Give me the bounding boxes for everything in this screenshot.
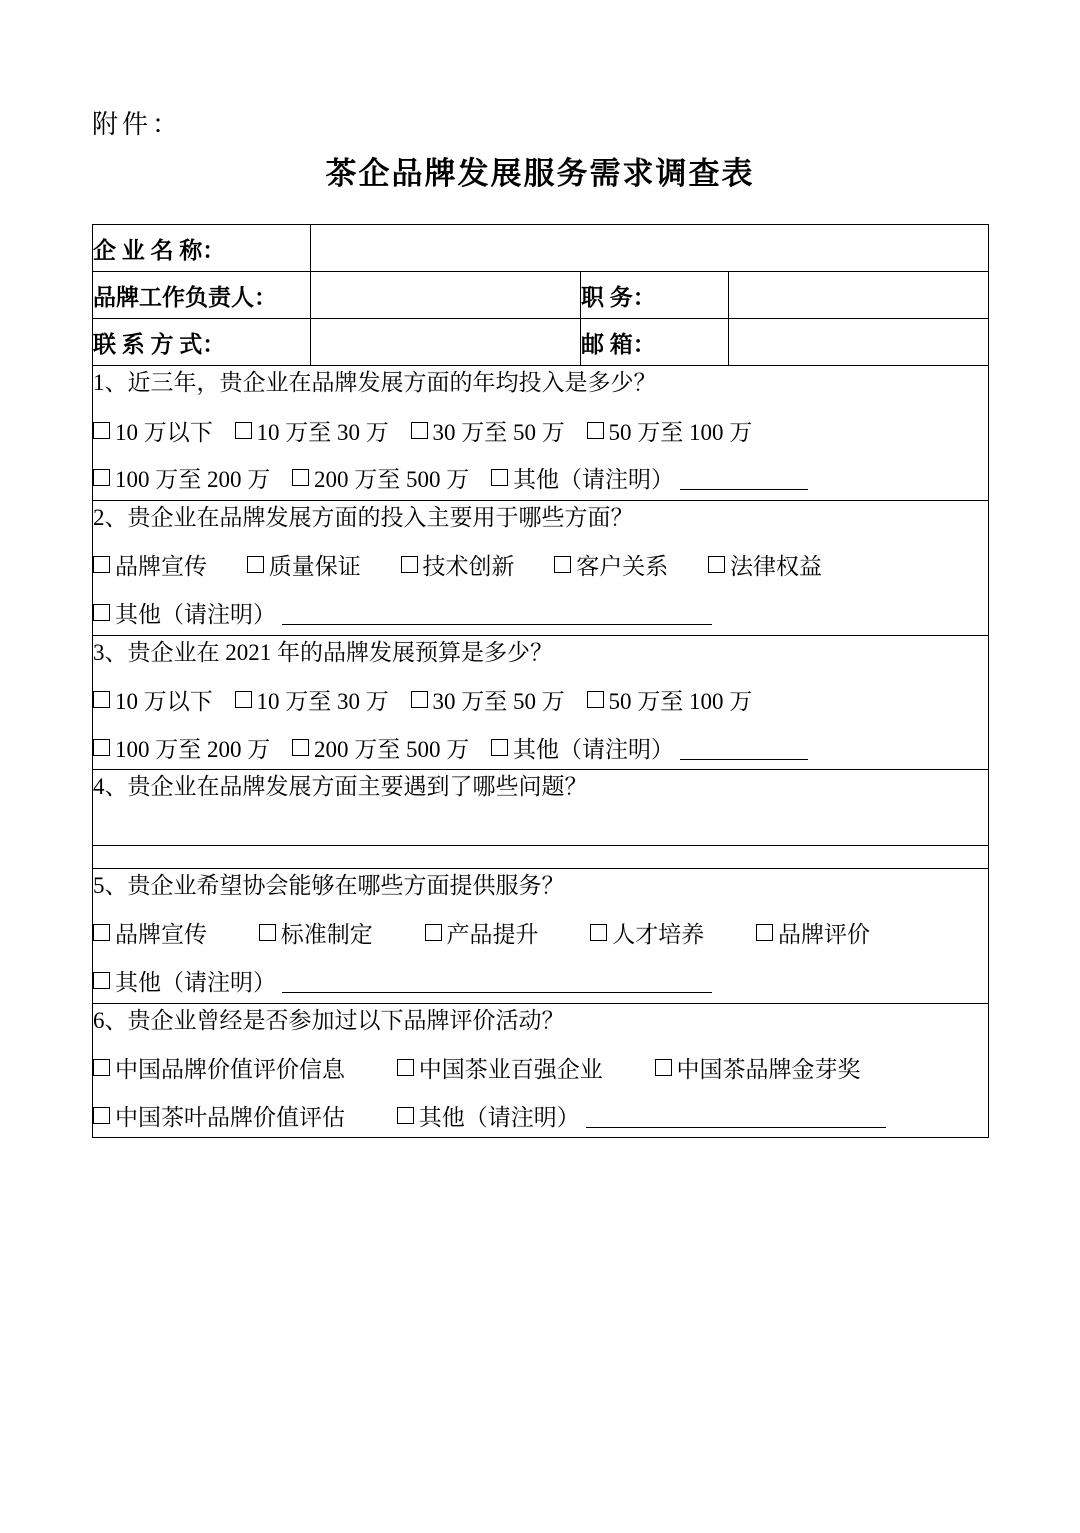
option-checkbox-other[interactable] (491, 462, 808, 498)
option-label: 其他（请注明） (513, 736, 674, 762)
option-checkbox[interactable] (93, 462, 270, 498)
question-4-text: 4、贵企业在品牌发展方面主要遇到了哪些问题？ (93, 774, 588, 800)
checkbox-icon[interactable] (93, 1059, 110, 1076)
option-label: 10 万以下 (115, 689, 213, 715)
option-label: 中国品牌价值评价信息 (115, 1057, 345, 1083)
checkbox-icon[interactable] (590, 924, 607, 941)
checkbox-icon[interactable] (235, 691, 252, 708)
checkbox-icon[interactable] (235, 422, 252, 439)
checkbox-icon[interactable] (259, 924, 276, 941)
option-label: 50 万至 100 万 (608, 419, 753, 445)
email-input[interactable] (729, 319, 989, 366)
table-row-manager (93, 272, 989, 319)
table-row-contact (93, 319, 989, 366)
checkbox-icon[interactable] (491, 469, 508, 486)
question-1-cell (93, 366, 989, 501)
option-checkbox-other[interactable] (491, 732, 808, 768)
question-4-answer-space (93, 846, 988, 868)
question-5-options-row-2 (93, 965, 988, 1001)
option-checkbox[interactable] (93, 684, 213, 720)
option-label: 中国茶叶品牌价值评估 (115, 1104, 345, 1130)
option-label: 10 万至 30 万 (256, 419, 389, 445)
page-title: 茶企品牌发展服务需求调查表 (325, 156, 755, 191)
question-3-options-row-1 (93, 684, 988, 720)
checkbox-icon[interactable] (93, 924, 110, 941)
option-checkbox[interactable] (756, 917, 870, 953)
option-label: 100 万至 200 万 (115, 467, 271, 493)
checkbox-icon[interactable] (491, 739, 508, 756)
checkbox-icon[interactable] (93, 422, 110, 439)
option-checkbox[interactable] (93, 549, 207, 585)
question-3-options-row-2 (93, 732, 988, 768)
option-label: 30 万至 50 万 (432, 689, 565, 715)
option-checkbox[interactable] (292, 732, 469, 768)
option-label: 标准制定 (280, 922, 373, 948)
company-name-input[interactable] (311, 225, 989, 272)
other-text-input[interactable] (586, 1111, 886, 1128)
option-label: 法律权益 (730, 554, 822, 580)
option-checkbox[interactable] (235, 415, 389, 451)
checkbox-icon[interactable] (411, 691, 428, 708)
question-6-text: 6、贵企业曾经是否参加过以下品牌评价活动？ (93, 1007, 565, 1033)
option-checkbox-other[interactable] (93, 597, 712, 633)
checkbox-icon[interactable] (425, 924, 442, 941)
option-label: 10 万至 30 万 (256, 689, 389, 715)
checkbox-icon[interactable] (554, 556, 571, 573)
question-4-cell (93, 770, 989, 869)
option-label: 200 万至 500 万 (314, 467, 470, 493)
survey-form-table (92, 224, 989, 1138)
option-checkbox[interactable] (401, 549, 515, 585)
option-checkbox[interactable] (590, 917, 704, 953)
checkbox-icon[interactable] (93, 469, 110, 486)
option-label: 中国茶品牌金芽奖 (676, 1057, 861, 1083)
option-label: 中国茶业百强企业 (418, 1057, 603, 1083)
option-checkbox[interactable] (587, 684, 753, 720)
checkbox-icon[interactable] (292, 469, 309, 486)
question-3-text: 3、贵企业在 2021 年的品牌发展预算是多少？ (93, 639, 553, 665)
table-row-question-5 (93, 868, 989, 1003)
option-label: 产品提升 (446, 922, 539, 948)
checkbox-icon[interactable] (247, 556, 264, 573)
question-6-options-row-1 (93, 1052, 988, 1088)
question-5-text: 5、贵企业希望协会能够在哪些方面提供服务？ (93, 872, 565, 898)
option-checkbox[interactable] (425, 917, 539, 953)
option-checkbox[interactable] (93, 732, 270, 768)
checkbox-icon[interactable] (93, 1107, 110, 1124)
option-checkbox[interactable] (259, 917, 373, 953)
company-name-label: 企 业 名 称： (93, 225, 311, 272)
option-label: 30 万至 50 万 (432, 419, 565, 445)
option-label: 其他（请注明） (115, 601, 276, 627)
checkbox-icon[interactable] (292, 739, 309, 756)
question-5-cell (93, 868, 989, 1003)
other-text-input[interactable] (282, 976, 712, 993)
question-2-options-row-2 (93, 597, 988, 633)
question-2-text: 2、贵企业在品牌发展方面的投入主要用于哪些方面？ (93, 504, 634, 530)
question-5-options-row-1 (93, 917, 988, 953)
table-row-question-4 (93, 770, 989, 869)
option-checkbox[interactable] (93, 917, 207, 953)
brand-manager-input[interactable] (311, 272, 581, 319)
question-1-options-row-2 (93, 462, 988, 498)
contact-input[interactable] (311, 319, 581, 366)
checkbox-icon[interactable] (93, 739, 110, 756)
table-row-question-1 (93, 366, 989, 501)
option-checkbox[interactable] (247, 549, 361, 585)
option-label: 100 万至 200 万 (115, 736, 271, 762)
option-checkbox[interactable] (708, 549, 822, 585)
other-text-input[interactable] (282, 608, 712, 625)
question-2-options-row-1 (93, 549, 988, 585)
option-checkbox[interactable] (411, 415, 565, 451)
brand-manager-label: 品牌工作负责人： (93, 272, 311, 319)
option-checkbox[interactable] (587, 415, 753, 451)
table-row-company (93, 225, 989, 272)
option-label: 质量保证 (268, 554, 361, 580)
question-6-cell (93, 1003, 989, 1138)
option-checkbox[interactable] (397, 1052, 603, 1088)
question-1-options-row-1 (93, 415, 988, 451)
option-label: 品牌宣传 (115, 922, 207, 948)
email-label: 邮 箱： (581, 319, 729, 366)
checkbox-icon[interactable] (93, 691, 110, 708)
table-row-question-6 (93, 1003, 989, 1138)
checkbox-icon[interactable] (655, 1059, 672, 1076)
table-row-question-2 (93, 500, 989, 635)
option-label: 技术创新 (422, 554, 515, 580)
table-row-question-3 (93, 635, 989, 770)
contact-label: 联 系 方 式： (93, 319, 311, 366)
checkbox-icon[interactable] (587, 422, 604, 439)
question-6-options-row-2 (93, 1100, 988, 1136)
question-2-cell (93, 500, 989, 635)
option-label: 其他（请注明） (418, 1104, 580, 1130)
checkbox-icon[interactable] (708, 556, 725, 573)
position-label: 职 务： (581, 272, 729, 319)
option-label: 人才培养 (612, 922, 705, 948)
option-checkbox-other[interactable] (397, 1100, 886, 1136)
checkbox-icon[interactable] (397, 1107, 414, 1124)
option-label: 50 万至 100 万 (608, 689, 753, 715)
attachment-label: 附件： (92, 110, 183, 139)
option-label: 其他（请注明） (115, 969, 276, 995)
option-label: 其他（请注明） (513, 467, 674, 493)
checkbox-icon[interactable] (93, 972, 110, 989)
checkbox-icon[interactable] (411, 422, 428, 439)
option-checkbox-other[interactable] (93, 965, 712, 1001)
checkbox-icon[interactable] (93, 556, 110, 573)
option-label: 品牌宣传 (115, 554, 207, 580)
checkbox-icon[interactable] (756, 924, 773, 941)
option-checkbox[interactable] (292, 462, 469, 498)
option-label: 品牌评价 (778, 922, 870, 948)
option-checkbox[interactable] (554, 549, 668, 585)
option-checkbox[interactable] (93, 1052, 345, 1088)
checkbox-icon[interactable] (401, 556, 418, 573)
option-checkbox[interactable] (93, 1100, 345, 1136)
position-input[interactable] (729, 272, 989, 319)
checkbox-icon[interactable] (587, 691, 604, 708)
checkbox-icon[interactable] (397, 1059, 414, 1076)
option-checkbox[interactable] (655, 1052, 861, 1088)
option-label: 10 万以下 (115, 419, 213, 445)
question-1-text: 1、近三年，贵企业在品牌发展方面的年均投入是多少？ (93, 370, 657, 395)
option-checkbox[interactable] (235, 684, 389, 720)
other-text-input[interactable] (680, 473, 808, 490)
question-3-cell (93, 635, 989, 770)
option-label: 200 万至 500 万 (314, 736, 470, 762)
checkbox-icon[interactable] (93, 604, 110, 621)
option-label: 客户关系 (576, 554, 669, 580)
question-4-answer-input[interactable] (93, 819, 988, 846)
other-text-input[interactable] (680, 743, 808, 760)
option-checkbox[interactable] (93, 415, 213, 451)
option-checkbox[interactable] (411, 684, 565, 720)
